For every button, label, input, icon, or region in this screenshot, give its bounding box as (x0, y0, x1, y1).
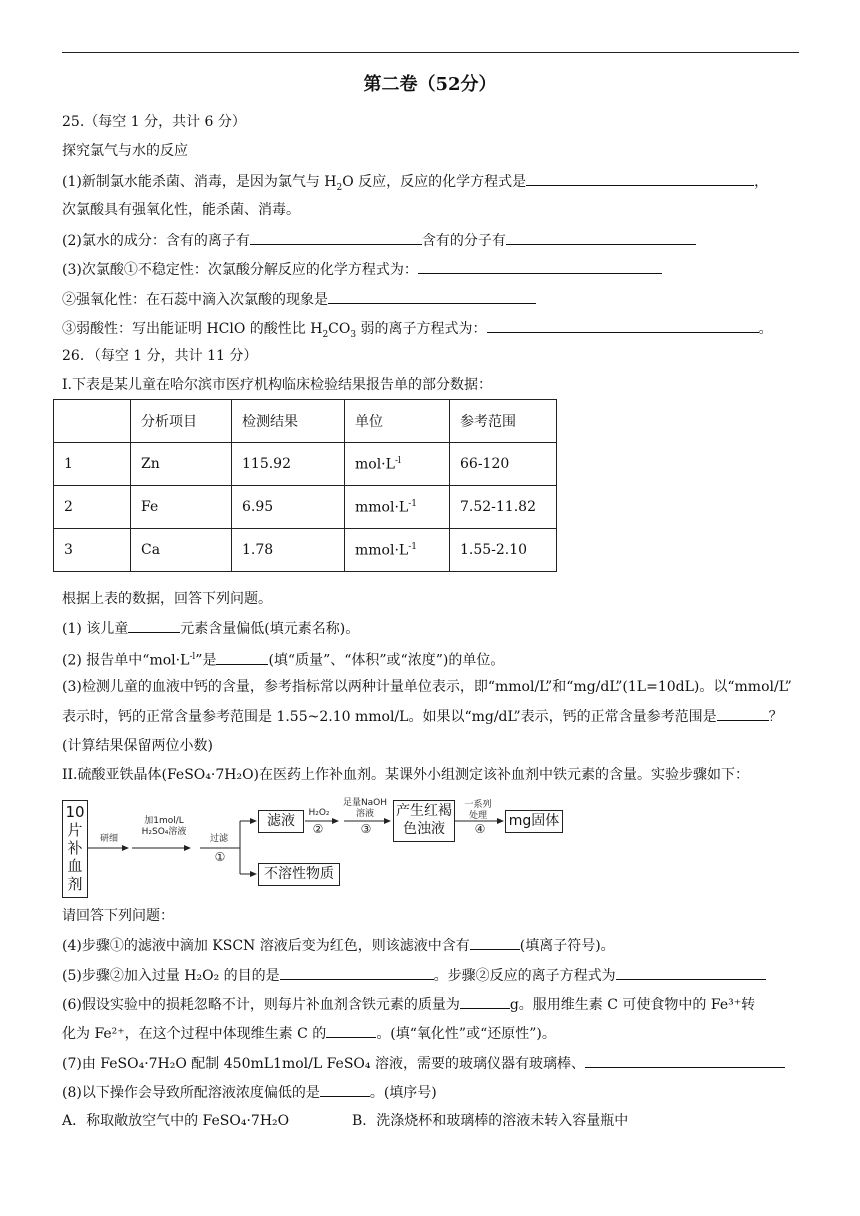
q26-sub6: (6)假设实验中的损耗忽略不计，则每片补血剂含铁元素的质量为 g。服用维生素 C 可使食物中的 Fe³⁺转 (62, 994, 755, 1015)
acid-label: 加1mol/L H₂SO₄溶液 (141, 816, 187, 837)
table-header-cell: 分析项目 (131, 400, 232, 443)
q25-topic: 探究氯气与水的反应 (62, 143, 188, 159)
test-result: 6.95 (232, 486, 345, 529)
section-title: 第二卷（52分） (363, 74, 497, 95)
answer-blank[interactable] (418, 259, 662, 274)
q25-part3: (3)次氯酸①不稳定性：次氯酸分解反应的化学方程式为： (62, 259, 662, 280)
analysis-item: Ca (131, 529, 232, 572)
reference-range: 1.55-2.10 (450, 529, 557, 572)
unit: $mmol\cdot L^{-1}$ (345, 529, 450, 572)
precipitate-box: 产生红褐色浊液 (393, 800, 455, 842)
test-result: 1.78 (232, 529, 345, 572)
q26-sub4: (4)步骤①的滤液中滴加 KSCN 溶液后变为红色，则该滤液中含有 (填离子符号)。 (62, 935, 615, 956)
answer-blank[interactable] (216, 650, 268, 665)
answer-blank[interactable] (585, 1053, 785, 1068)
test-result: 115.92 (232, 443, 345, 486)
solid-box: mg固体 (505, 810, 563, 833)
answer-blank[interactable] (717, 706, 769, 721)
answer-blank[interactable] (616, 965, 766, 980)
top-rule (62, 52, 799, 53)
reference-range: 66-120 (450, 443, 557, 486)
row-number: 2 (54, 486, 131, 529)
row-number: 1 (54, 443, 131, 486)
q25-part1: (1)新制氯水能杀菌、消毒，是因为氯气与 $H_2O$ 反应，反应的化学方程式是 ， (62, 171, 768, 198)
unit: $mmol\cdot L^{-1}$ (345, 486, 450, 529)
results-table (53, 399, 557, 572)
answer-blank[interactable] (320, 1082, 370, 1097)
answer-blank[interactable] (506, 230, 696, 245)
q26-sub3-note: (计算结果保留两位小数) (62, 738, 213, 754)
table-row (54, 529, 557, 572)
start-box: 10片补血剂 (62, 800, 88, 898)
q25-part1-cont: 次氯酸具有强氧化性，能杀菌、消毒。 (62, 202, 300, 218)
grind-label: 研细 (99, 834, 118, 844)
q26-part2: II.硫酸亚铁晶体(FeSO₄·7H₂O)在医药上作补血剂。某课外小组测定该补血剂中铁元素的含量。实验步骤如下： (62, 767, 750, 783)
reference-range: 7.52-11.82 (450, 486, 557, 529)
option-b: B．洗涤烧杯和玻璃棒的溶液未转入容量瓶中 (352, 1113, 629, 1129)
row-number: 3 (54, 529, 131, 572)
filter-label: 过滤 (209, 834, 228, 844)
after-table-text: 根据上表的数据，回答下列问题。 (62, 591, 272, 607)
table-row (54, 443, 557, 486)
answer-blank[interactable] (460, 994, 510, 1009)
q26-sub3-cont: 表示时，钙的正常含量参考范围是 1.55~2.10 mmol/L。如果以“mg/dL”表示，钙的正常含量参考范围是 ？ (62, 706, 783, 727)
q26-sub3: (3)检测儿童的血液中钙的含量，参考指标常以两种计量单位表示，即“mmol/L”和“mg/dL”(1L=10dL)。以“mmol/L” (62, 679, 792, 695)
q26-sub1: (1) 该儿童 元素含量偏低(填元素名称)。 (62, 618, 359, 639)
option-a: A．称取敞放空气中的 FeSO₄·7H₂O (62, 1113, 290, 1129)
table-header-row (54, 400, 557, 443)
h2o2-label: H₂O₂ (308, 808, 330, 818)
answer-blank[interactable] (326, 1023, 376, 1038)
table-header-cell: 检测结果 (232, 400, 345, 443)
step4-label: ④ (474, 822, 486, 836)
naoh-label: 足量NaOH溶液 (342, 798, 388, 819)
answer-blank[interactable] (280, 965, 434, 980)
step3-label: ③ (360, 822, 372, 836)
series-label: 一系列处理 (464, 800, 492, 821)
step2-label: ② (312, 822, 324, 836)
ask-text: 请回答下列问题： (62, 908, 174, 924)
table-row (54, 486, 557, 529)
answer-blank[interactable] (250, 230, 422, 245)
answer-blank[interactable] (487, 318, 759, 333)
q25-part2: (2)氯水的成分：含有的离子有 含有的分子有 (62, 230, 696, 251)
table-header-cell: 单位 (345, 400, 450, 443)
answer-blank[interactable] (128, 618, 180, 633)
table-header-cell (54, 400, 131, 443)
insoluble-box: 不溶性物质 (258, 863, 340, 886)
q26-sub2: (2) 报告单中“$mol\cdot L^{-l}$”是 (填“质量”、“体积”或“浓度”)的单位。 (62, 647, 504, 671)
analysis-item: Fe (131, 486, 232, 529)
answer-blank[interactable] (470, 935, 520, 950)
filtrate-box: 滤液 (258, 810, 304, 833)
q26-sub5: (5)步骤②加入过量 H₂O₂ 的目的是 。步骤②反应的离子方程式为 (62, 965, 766, 986)
step1-label: ① (214, 850, 226, 864)
answer-blank[interactable] (526, 171, 754, 186)
q26-header: 26．（每空 1 分，共计 11 分） (62, 348, 258, 364)
table-header-cell: 参考范围 (450, 400, 557, 443)
q25-part4: ②强氧化性：在石蕊中滴入次氯酸的现象是 (62, 289, 536, 310)
analysis-item: Zn (131, 443, 232, 486)
q25-header: 25.（每空 1 分，共计 6 分） (62, 114, 246, 130)
q25-part5: ③弱酸性：写出能证明 HClO 的酸性比 $H_2CO_3$ 弱的离子方程式为： 。 (62, 318, 773, 345)
q26-sub8: (8)以下操作会导致所配溶液浓度偏低的是 。(填序号) (62, 1082, 437, 1103)
answer-blank[interactable] (328, 289, 536, 304)
q26-intro: I.下表是某儿童在哈尔滨市医疗机构临床检验结果报告单的部分数据： (62, 377, 492, 393)
unit: $mol\cdot L^{-l}$ (345, 443, 450, 486)
q26-sub7: (7)由 FeSO₄·7H₂O 配制 450mL1mol/L FeSO₄ 溶液，需要的玻璃仪器有玻璃棒、 (62, 1053, 785, 1074)
q26-sub6-cont: 化为 Fe²⁺，在这个过程中体现维生素 C 的 。(填“氧化性”或“还原性”)。 (62, 1023, 556, 1044)
